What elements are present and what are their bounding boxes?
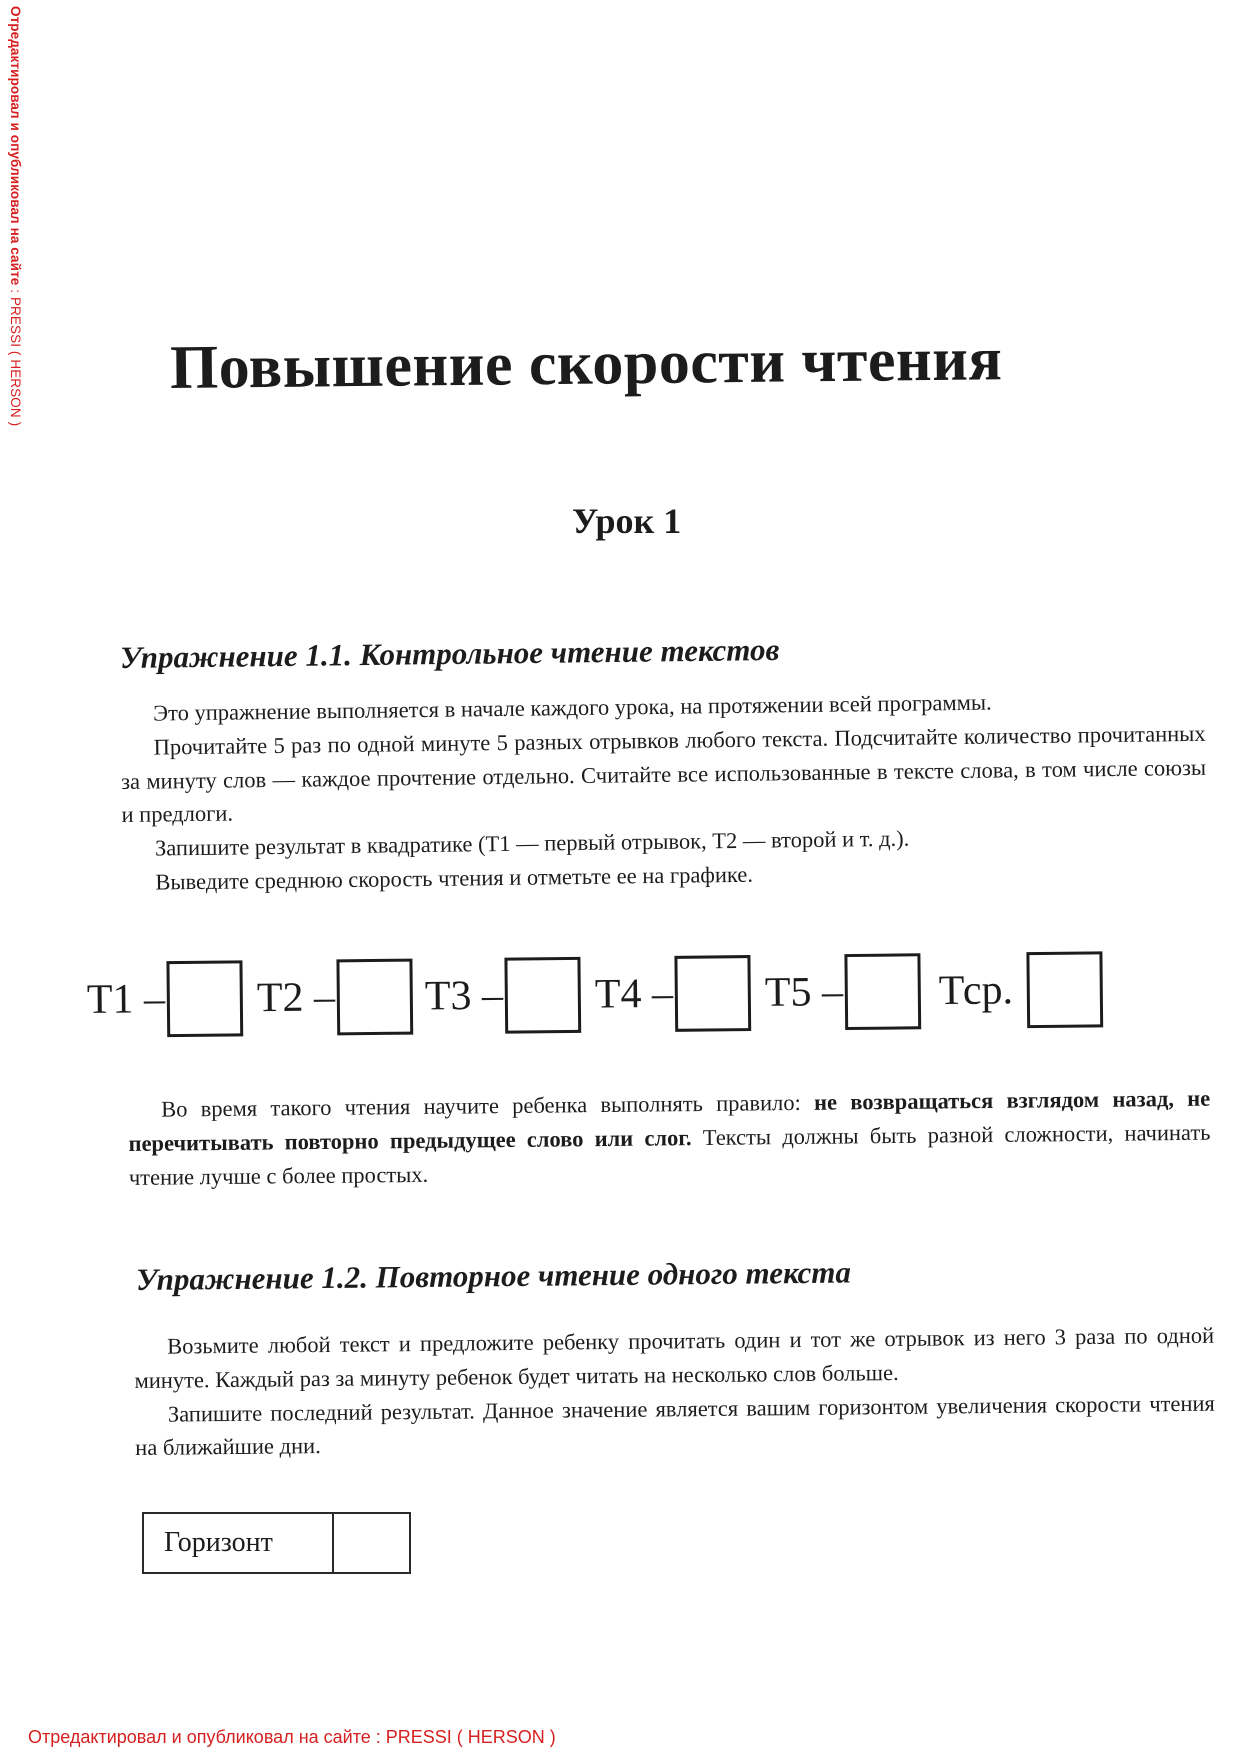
score-label: Т2 –	[256, 974, 336, 1022]
rule-intro: Во время такого чтения научите ребенка выполнять правило:	[161, 1089, 815, 1122]
score-item-t1	[86, 958, 243, 1040]
exercise-1-heading: Упражнение 1.1. Контрольное чтение текстов	[119, 631, 780, 675]
exercise-2-paragraph: Запишите последний результат. Данное значение является вашим горизонтом увеличения скорости чтения на ближайшие дни.	[135, 1390, 1215, 1461]
score-label: Т3 –	[424, 972, 504, 1020]
side-credit-bold: Отредактировал и опубликовал на сайте	[8, 6, 23, 286]
score-box-t2[interactable]	[337, 959, 414, 1036]
rule-paragraph	[128, 1082, 1211, 1195]
lesson-heading: Урок 1	[572, 501, 682, 541]
side-credit-source: : PRESSI ( HERSON )	[8, 285, 23, 427]
score-box-t3[interactable]	[505, 957, 582, 1034]
rule-bold: не возвращаться взглядом назад, не перечитывать повторно предыдущее слово или слог.	[128, 1085, 1211, 1156]
score-box-t4[interactable]	[675, 955, 752, 1032]
page-title: Повышение скорости чтения	[169, 325, 1003, 402]
exercise-1-paragraph: Это упражнение выполняется в начале каждого урока, на протяжении всей программы.	[153, 689, 992, 726]
horizon-label: Горизонт	[144, 1514, 334, 1572]
exercise-2-heading: Упражнение 1.2. Повторное чтение одного текста	[135, 1254, 852, 1297]
rule-outro: Тексты должны быть разной сложности, начинать чтение лучше с более простых.	[128, 1119, 1211, 1190]
score-box-t1[interactable]	[167, 960, 244, 1037]
score-item-t3	[424, 955, 581, 1037]
score-box-t5[interactable]	[845, 953, 922, 1030]
exercise-2-instructions	[134, 1319, 1215, 1465]
horizon-value-cell[interactable]	[334, 1514, 409, 1572]
horizon-box	[142, 1512, 411, 1574]
exercise-1-paragraph: Выведите среднюю скорость чтения и отметьте ее на графике.	[155, 861, 754, 895]
score-item-t5	[764, 951, 921, 1033]
exercise-1-rule	[128, 1082, 1211, 1195]
score-item-t4	[594, 953, 751, 1035]
score-label: Т4 –	[594, 970, 674, 1018]
exercise-2-paragraph: Возьмите любой текст и предложите ребенку прочитать один и тот же отрывок из него 3 раза по одной минуте. Каждый раз за минуту ребенок будет читать на несколько слов больше.	[134, 1322, 1215, 1393]
score-box-average[interactable]	[1027, 951, 1104, 1028]
exercise-1-paragraph: Прочитайте 5 раз по одной минуте 5 разных отрывков любого текста. Подсчитайте количество прочитанных за минуту слов — каждое прочтение отдельно. Считайте все использованные в тексте слова, в том числе союзы и предлоги.	[120, 720, 1207, 828]
score-row	[86, 948, 1217, 1070]
bottom-credit-watermark: Отредактировал и опубликовал на сайте : PRESSI ( HERSON )	[28, 1727, 556, 1747]
exercise-1-paragraph: Запишите результат в квадратике (Т1 — первый отрывок, Т2 — второй и т. д.).	[154, 825, 910, 861]
exercise-1-instructions	[120, 683, 1208, 900]
score-label: Тср.	[938, 967, 1014, 1015]
score-item-t2	[256, 957, 413, 1039]
score-item-average	[938, 949, 1103, 1031]
side-credit-watermark	[8, 6, 23, 426]
score-label: Т1 –	[86, 976, 166, 1023]
score-label: Т5 –	[764, 969, 844, 1016]
